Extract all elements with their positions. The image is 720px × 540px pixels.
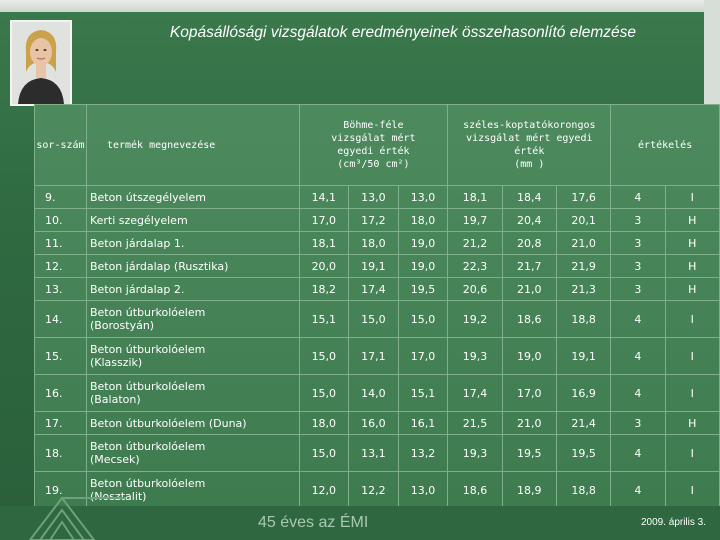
cell-w2: 21,0	[502, 278, 556, 301]
cell-e1: 4	[611, 338, 665, 375]
row-index: 18.	[35, 435, 87, 472]
header-bohme	[299, 105, 448, 186]
cell-e2: I	[665, 472, 719, 509]
cell-b2: 17,1	[349, 338, 399, 375]
cell-w2: 18,4	[502, 186, 556, 209]
cell-w2: 18,9	[502, 472, 556, 509]
cell-w1: 20,6	[448, 278, 502, 301]
table-row	[35, 255, 720, 278]
cell-w2: 21,7	[502, 255, 556, 278]
cell-w2: 20,4	[502, 209, 556, 232]
cell-b3: 19,0	[398, 232, 448, 255]
table-row	[35, 435, 720, 472]
row-product-name: Beton járdalap 1.	[86, 232, 299, 255]
row-product-name: Beton útszegélyelem	[86, 186, 299, 209]
cell-b2: 16,0	[349, 412, 399, 435]
cell-b3: 13,0	[398, 472, 448, 509]
cell-w1: 18,1	[448, 186, 502, 209]
row-product-name: Beton útburkolóelem (Nosztalit)	[86, 472, 299, 509]
cell-e1: 3	[611, 412, 665, 435]
cell-w1: 18,6	[448, 472, 502, 509]
cell-w2: 21,0	[502, 412, 556, 435]
cell-e1: 3	[611, 255, 665, 278]
cell-b2: 12,2	[349, 472, 399, 509]
table-row	[35, 209, 720, 232]
cell-w1: 22,3	[448, 255, 502, 278]
emi-logo	[22, 490, 132, 540]
cell-e2: H	[665, 209, 719, 232]
cell-w3: 21,0	[556, 232, 610, 255]
cell-b3: 13,2	[398, 435, 448, 472]
row-product-name: Beton járdalap (Rusztika)	[86, 255, 299, 278]
cell-w3: 19,1	[556, 338, 610, 375]
row-index: 10.	[35, 209, 87, 232]
results-table	[34, 104, 720, 509]
cell-w2: 20,8	[502, 232, 556, 255]
cell-b3: 17,0	[398, 338, 448, 375]
table-row	[35, 472, 720, 509]
table-row	[35, 338, 720, 375]
cell-b2: 13,0	[349, 186, 399, 209]
cell-w1: 19,7	[448, 209, 502, 232]
row-product-name: Beton járdalap 2.	[86, 278, 299, 301]
header-bohme-label: Böhme-féle vizsgálat mért egyedi érték	[331, 120, 416, 157]
cell-b1: 18,1	[299, 232, 349, 255]
cell-w3: 21,3	[556, 278, 610, 301]
cell-b3: 13,0	[398, 186, 448, 209]
cell-b3: 16,1	[398, 412, 448, 435]
top-band	[0, 0, 720, 12]
cell-w3: 20,1	[556, 209, 610, 232]
cell-b1: 14,1	[299, 186, 349, 209]
row-index: 9.	[35, 186, 87, 209]
cell-e1: 4	[611, 301, 665, 338]
cell-e2: H	[665, 278, 719, 301]
cell-e1: 3	[611, 278, 665, 301]
cell-b1: 18,0	[299, 412, 349, 435]
row-index: 16.	[35, 375, 87, 412]
cell-b1: 15,0	[299, 338, 349, 375]
cell-w1: 21,2	[448, 232, 502, 255]
cell-w1: 19,2	[448, 301, 502, 338]
row-index: 15.	[35, 338, 87, 375]
cell-e1: 4	[611, 375, 665, 412]
cell-e1: 4	[611, 186, 665, 209]
row-product-name: Beton útburkolóelem (Klasszik)	[86, 338, 299, 375]
table-row	[35, 232, 720, 255]
cell-w1: 17,4	[448, 375, 502, 412]
cell-w1: 19,3	[448, 338, 502, 375]
footer-anniversary: 45 éves az ÉMI	[258, 514, 369, 531]
cell-b1: 18,2	[299, 278, 349, 301]
row-product-name: Beton útburkolóelem (Borostyán)	[86, 301, 299, 338]
cell-b2: 17,2	[349, 209, 399, 232]
row-product-name: Kerti szegélyelem	[86, 209, 299, 232]
cell-e1: 3	[611, 209, 665, 232]
header-eval: értékelés	[611, 105, 720, 186]
cell-w2: 17,0	[502, 375, 556, 412]
cell-w3: 21,9	[556, 255, 610, 278]
table-row	[35, 278, 720, 301]
cell-b1: 15,0	[299, 435, 349, 472]
row-index: 13.	[35, 278, 87, 301]
cell-b1: 15,0	[299, 375, 349, 412]
cell-b2: 18,0	[349, 232, 399, 255]
cell-w2: 18,6	[502, 301, 556, 338]
portrait-photo	[10, 20, 72, 106]
cell-b2: 13,1	[349, 435, 399, 472]
cell-b3: 15,1	[398, 375, 448, 412]
cell-e2: I	[665, 186, 719, 209]
row-product-name: Beton útburkolóelem (Mecsek)	[86, 435, 299, 472]
cell-w2: 19,0	[502, 338, 556, 375]
cell-b2: 14,0	[349, 375, 399, 412]
row-index: 14.	[35, 301, 87, 338]
cell-e2: I	[665, 375, 719, 412]
right-band	[704, 0, 720, 104]
cell-e2: H	[665, 232, 719, 255]
cell-w1: 21,5	[448, 412, 502, 435]
row-index: 12.	[35, 255, 87, 278]
cell-w3: 17,6	[556, 186, 610, 209]
cell-e2: I	[665, 338, 719, 375]
cell-e2: I	[665, 301, 719, 338]
table-row	[35, 412, 720, 435]
cell-w3: 18,8	[556, 472, 610, 509]
cell-e2: H	[665, 412, 719, 435]
cell-b1: 15,1	[299, 301, 349, 338]
cell-b3: 19,0	[398, 255, 448, 278]
cell-w3: 18,8	[556, 301, 610, 338]
row-index: 11.	[35, 232, 87, 255]
cell-w1: 19,3	[448, 435, 502, 472]
cell-b1: 17,0	[299, 209, 349, 232]
cell-e1: 4	[611, 472, 665, 509]
cell-w3: 19,5	[556, 435, 610, 472]
cell-b1: 12,0	[299, 472, 349, 509]
row-index: 17.	[35, 412, 87, 435]
cell-b3: 19,5	[398, 278, 448, 301]
cell-w3: 21,4	[556, 412, 610, 435]
cell-b2: 19,1	[349, 255, 399, 278]
row-index: 19.	[35, 472, 87, 509]
cell-w2: 19,5	[502, 435, 556, 472]
cell-b2: 17,4	[349, 278, 399, 301]
header-wide-unit: (mm )	[514, 159, 545, 170]
cell-b1: 20,0	[299, 255, 349, 278]
table-row	[35, 186, 720, 209]
table-row	[35, 375, 720, 412]
page-title: Kopásállósági vizsgálatok eredményeinek összehasonlító elemzése	[169, 24, 637, 41]
row-product-name: Beton útburkolóelem (Duna)	[86, 412, 299, 435]
header-bohme-unit: (cm³/50 cm²)	[337, 159, 410, 170]
cell-e2: H	[665, 255, 719, 278]
cell-e1: 4	[611, 435, 665, 472]
header-wide	[448, 105, 611, 186]
cell-b3: 18,0	[398, 209, 448, 232]
header-wide-label: széles-koptatókorongos vizsgálat mért egyedi érték	[463, 120, 596, 157]
row-product-name: Beton útburkolóelem (Balaton)	[86, 375, 299, 412]
footer-date: 2009. április 3.	[640, 517, 706, 528]
cell-e2: I	[665, 435, 719, 472]
header-index: sor-szám	[35, 105, 87, 186]
cell-b3: 15,0	[398, 301, 448, 338]
cell-b2: 15,0	[349, 301, 399, 338]
cell-e1: 3	[611, 232, 665, 255]
table-row	[35, 301, 720, 338]
cell-w3: 16,9	[556, 375, 610, 412]
header-name: termék megnevezése	[86, 105, 299, 186]
